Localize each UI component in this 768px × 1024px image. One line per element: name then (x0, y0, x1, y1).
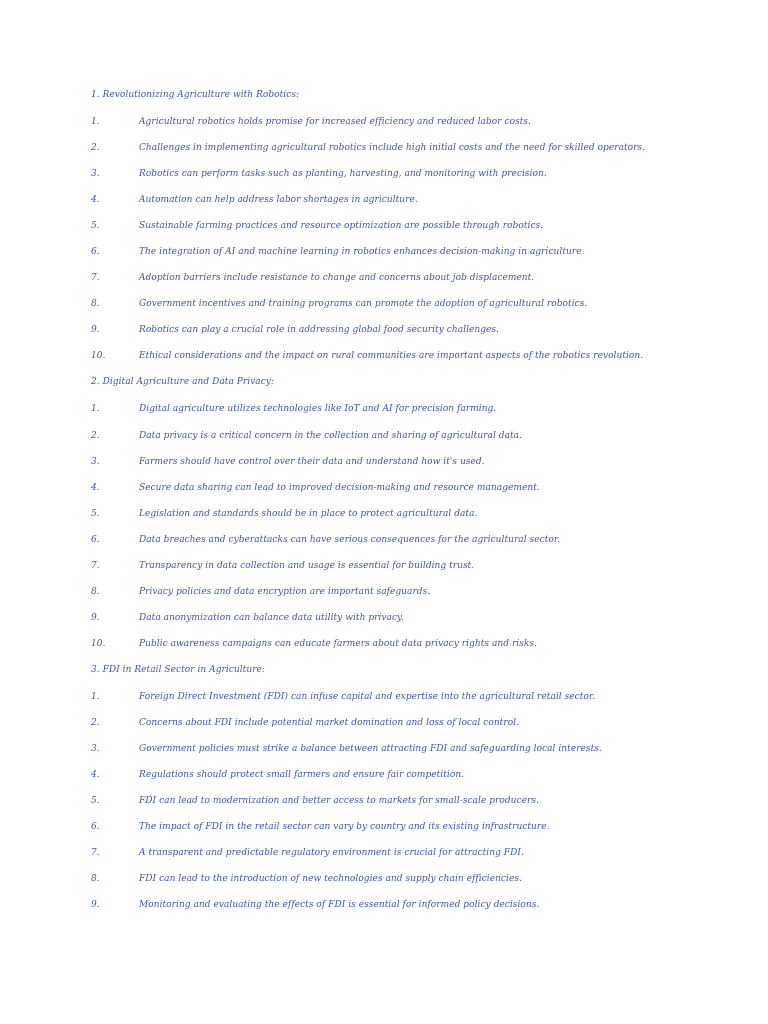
item-number: 7. (91, 561, 100, 571)
item-number: 4. (91, 483, 100, 493)
item-number: 6. (91, 822, 100, 832)
list-item (0, 321, 768, 339)
list-item (0, 453, 768, 471)
list-item (0, 531, 768, 549)
item-text: Legislation and standards should be in place to protect agricultural data. (139, 509, 478, 519)
item-text: Sustainable farming practices and resource optimization are possible through robotics. (139, 221, 544, 231)
item-number: 6. (91, 535, 100, 545)
list-item (0, 870, 768, 888)
item-text: Digital agriculture utilizes technologies like IoT and AI for precision farming. (139, 404, 497, 414)
item-text: FDI can lead to modernization and better access to markets for small-scale producers. (139, 796, 539, 806)
item-text: The integration of AI and machine learning in robotics enhances decision-making in agriculture. (139, 247, 585, 257)
item-text: Public awareness campaigns can educate farmers about data privacy rights and risks. (139, 639, 538, 649)
list-item (0, 635, 768, 653)
list-item (0, 740, 768, 758)
list-item (0, 766, 768, 784)
list-item (0, 191, 768, 209)
list-item (0, 583, 768, 601)
item-text: The impact of FDI in the retail sector can vary by country and its existing infrastructure. (139, 822, 550, 832)
item-text: Transparency in data collection and usage is essential for building trust. (139, 561, 475, 571)
item-number: 3. (91, 457, 100, 467)
list-item (0, 818, 768, 836)
item-text: FDI can lead to the introduction of new technologies and supply chain efficiencies. (139, 874, 522, 884)
section-heading: 1. Revolutionizing Agriculture with Robotics: (91, 90, 300, 100)
list-item (0, 269, 768, 287)
item-text: Monitoring and evaluating the effects of FDI is essential for informed policy decisions. (139, 900, 540, 910)
item-number: 7. (91, 273, 100, 283)
item-text: Agricultural robotics holds promise for increased efficiency and reduced labor costs. (139, 117, 531, 127)
item-number: 5. (91, 796, 100, 806)
item-text: Data privacy is a critical concern in the collection and sharing of agricultural data. (139, 431, 523, 441)
list-item (0, 479, 768, 497)
list-item (0, 139, 768, 157)
item-text: Concerns about FDI include potential market domination and loss of local control. (139, 718, 519, 728)
list-item (0, 243, 768, 261)
list-item (0, 688, 768, 706)
item-text: Robotics can perform tasks such as planting, harvesting, and monitoring with precision. (139, 169, 547, 179)
item-number: 4. (91, 770, 100, 780)
item-text: Adoption barriers include resistance to change and concerns about job displacement. (139, 273, 535, 283)
item-number: 8. (91, 587, 100, 597)
item-text: Data anonymization can balance data utility with privacy. (139, 613, 404, 623)
list-item (0, 400, 768, 418)
item-number: 8. (91, 874, 100, 884)
list-item (0, 896, 768, 914)
list-item (0, 609, 768, 627)
list-item (0, 113, 768, 131)
item-number: 5. (91, 509, 100, 519)
item-number: 9. (91, 325, 100, 335)
item-text: Data breaches and cyberattacks can have serious consequences for the agricultural sector. (139, 535, 561, 545)
item-number: 3. (91, 169, 100, 179)
item-text: Challenges in implementing agricultural robotics include high initial costs and the need for skilled operators. (139, 143, 646, 153)
list-item (0, 792, 768, 810)
item-text: Foreign Direct Investment (FDI) can infuse capital and expertise into the agricultural retail sector. (139, 692, 596, 702)
item-number: 7. (91, 848, 100, 858)
item-text: Farmers should have control over their data and understand how it's used. (139, 457, 485, 467)
item-number: 3. (91, 744, 100, 754)
item-number: 1. (91, 404, 100, 414)
item-number: 6. (91, 247, 100, 257)
item-text: Ethical considerations and the impact on rural communities are important aspects of the robotics revolution. (139, 351, 644, 361)
item-text: Robotics can play a crucial role in addressing global food security challenges. (139, 325, 500, 335)
section-heading: 3. FDI in Retail Sector in Agriculture: (91, 665, 266, 675)
list-item (0, 505, 768, 523)
item-number: 9. (91, 613, 100, 623)
item-text: Government incentives and training programs can promote the adoption of agricultural robotics. (139, 299, 588, 309)
item-number: 8. (91, 299, 100, 309)
item-number: 1. (91, 692, 100, 702)
section-heading: 2. Digital Agriculture and Data Privacy: (91, 377, 275, 387)
item-number: 10. (91, 351, 106, 361)
item-number: 10. (91, 639, 106, 649)
list-item (0, 295, 768, 313)
list-item (0, 427, 768, 445)
item-number: 2. (91, 143, 100, 153)
list-item (0, 347, 768, 365)
item-text: A transparent and predictable regulatory environment is crucial for attracting FDI. (139, 848, 524, 858)
list-item (0, 844, 768, 862)
item-text: Privacy policies and data encryption are important safeguards. (139, 587, 431, 597)
item-number: 4. (91, 195, 100, 205)
list-item (0, 714, 768, 732)
item-text: Government policies must strike a balance between attracting FDI and safeguarding local interests. (139, 744, 602, 754)
item-number: 9. (91, 900, 100, 910)
item-text: Regulations should protect small farmers and ensure fair competition. (139, 770, 465, 780)
item-number: 2. (91, 431, 100, 441)
item-text: Automation can help address labor shortages in agriculture. (139, 195, 418, 205)
item-number: 2. (91, 718, 100, 728)
list-item (0, 165, 768, 183)
list-item (0, 217, 768, 235)
list-item (0, 557, 768, 575)
item-number: 5. (91, 221, 100, 231)
item-text: Secure data sharing can lead to improved decision-making and resource management. (139, 483, 540, 493)
item-number: 1. (91, 117, 100, 127)
